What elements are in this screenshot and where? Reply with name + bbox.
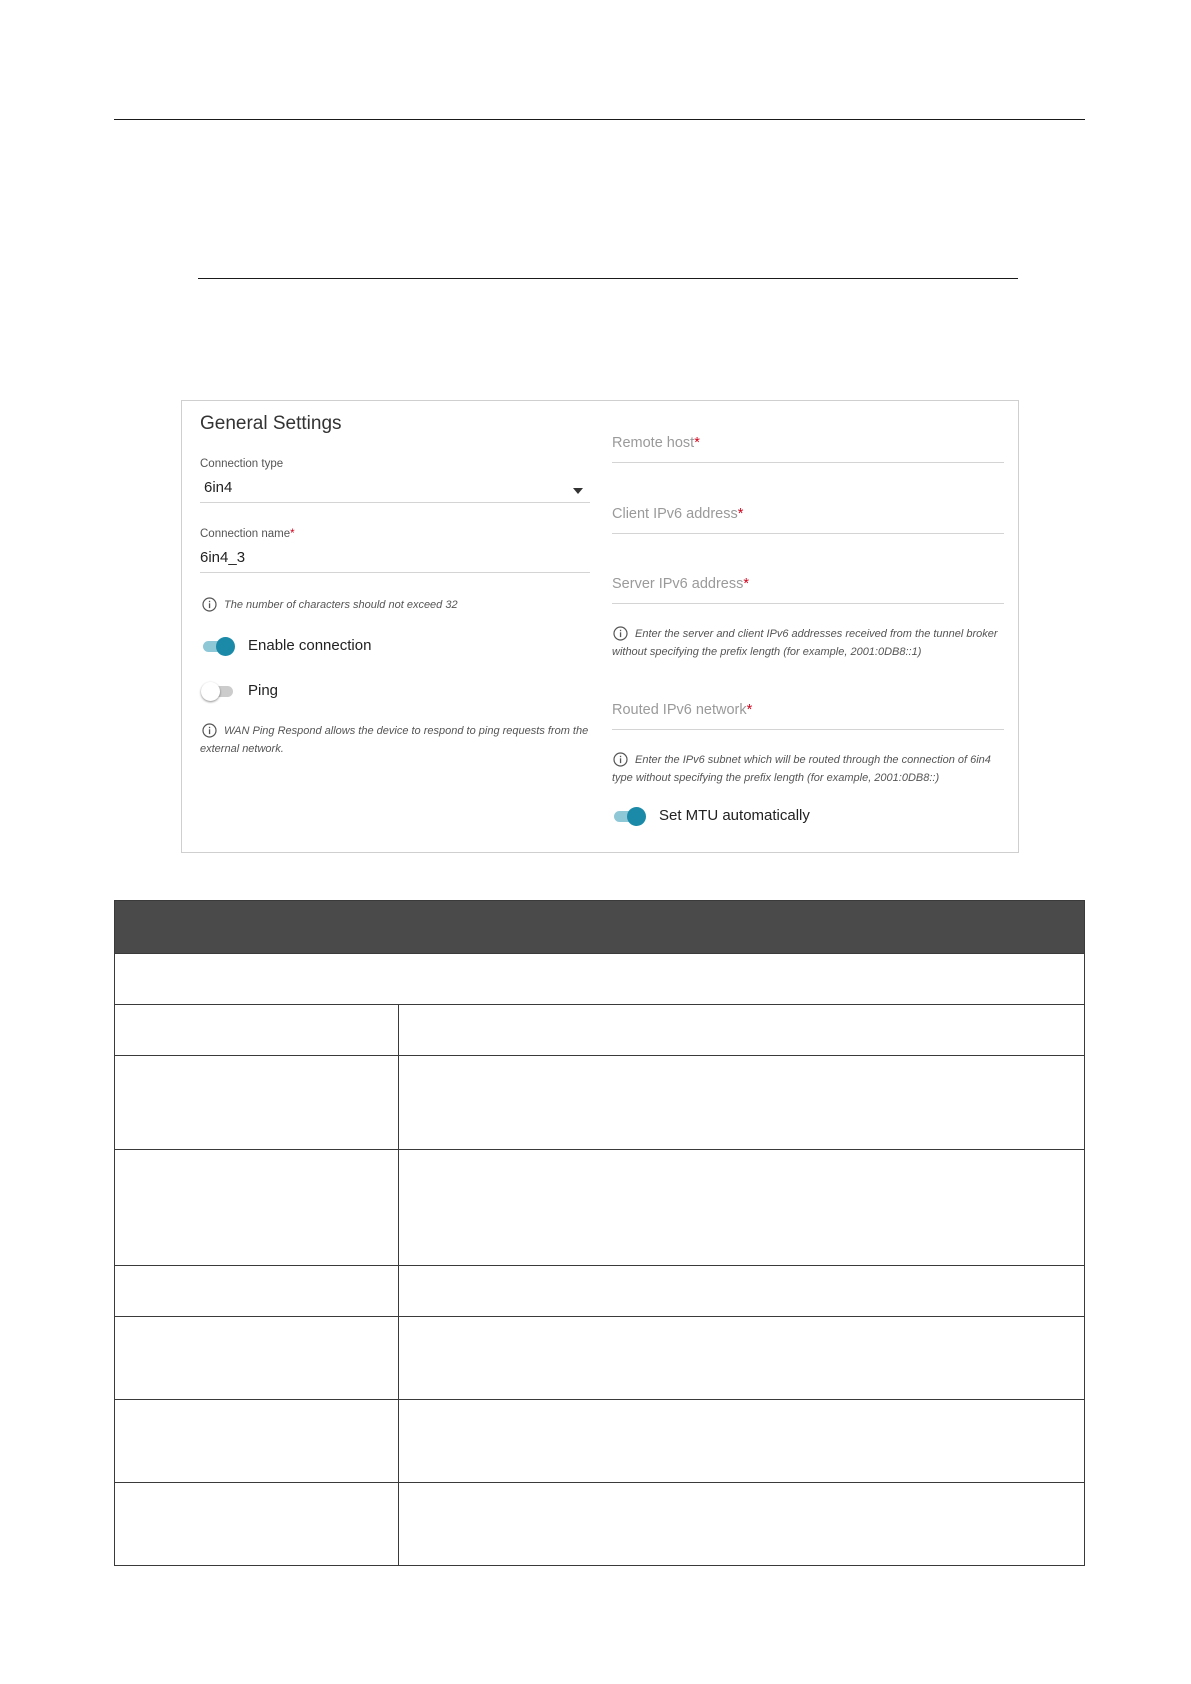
connection-type-label: Connection type <box>200 458 284 470</box>
table-divider <box>115 1399 1084 1400</box>
toggle-knob <box>216 637 235 656</box>
client-ipv6-field[interactable] <box>612 498 1004 534</box>
table-section-row <box>115 954 1084 1004</box>
connection-type-select[interactable] <box>200 475 590 503</box>
ping-label: Ping <box>248 682 279 699</box>
table-divider <box>115 1004 1084 1005</box>
toggle-knob <box>201 682 220 701</box>
server-ipv6-placeholder: Server IPv6 address* <box>612 576 750 592</box>
table-divider <box>115 1055 1084 1056</box>
chevron-down-icon <box>573 488 583 494</box>
table-divider <box>115 1482 1084 1483</box>
connection-name-value: 6in4_3 <box>200 549 246 566</box>
table-divider <box>115 1149 1084 1150</box>
server-ipv6-field[interactable] <box>612 568 1004 604</box>
client-ipv6-placeholder: Client IPv6 address* <box>612 506 744 522</box>
remote-host-underline <box>612 462 1004 463</box>
table-header <box>115 901 1084 953</box>
routed-network-underline <box>612 729 1004 730</box>
table-divider <box>115 1265 1084 1266</box>
connection-type-underline <box>200 502 590 503</box>
info-icon <box>202 597 217 617</box>
table-column-divider <box>398 1004 399 1566</box>
general-settings-panel <box>181 400 1019 853</box>
parameters-table <box>114 900 1085 1566</box>
enable-connection-label: Enable connection <box>248 637 372 654</box>
section-rule <box>198 278 1018 279</box>
client-ipv6-underline <box>612 533 1004 534</box>
routed-network-field[interactable] <box>612 694 1004 730</box>
header-rule <box>114 119 1085 120</box>
table-divider <box>115 1316 1084 1317</box>
connection-name-field[interactable] <box>200 545 590 573</box>
routed-network-placeholder: Routed IPv6 network* <box>612 702 753 718</box>
connection-name-label: Connection name* <box>200 528 295 540</box>
panel-title: General Settings <box>200 413 342 434</box>
ping-toggle[interactable] <box>201 681 235 701</box>
remote-host-field[interactable] <box>612 427 1004 463</box>
routed-hint: Enter the IPv6 subnet which will be routed through the connection of 6in4 type without specifying the prefix length (for example, 2001:0DB8::) <box>612 754 991 784</box>
connection-type-value: 6in4 <box>204 479 233 496</box>
server-ipv6-underline <box>612 603 1004 604</box>
enable-connection-toggle[interactable] <box>201 636 235 656</box>
connection-name-underline <box>200 572 590 573</box>
mtu-auto-toggle[interactable] <box>612 806 646 826</box>
name-hint: The number of characters should not exceed 32 <box>224 599 458 611</box>
ping-hint: WAN Ping Respond allows the device to respond to ping requests from the external network. <box>200 725 589 755</box>
mtu-auto-label: Set MTU automatically <box>659 807 810 824</box>
toggle-knob <box>627 807 646 826</box>
addresses-hint: Enter the server and client IPv6 addresses received from the tunnel broker without specifying the prefix length (for example, 2001:0DB8::1) <box>612 628 998 658</box>
remote-host-placeholder: Remote host* <box>612 435 700 451</box>
